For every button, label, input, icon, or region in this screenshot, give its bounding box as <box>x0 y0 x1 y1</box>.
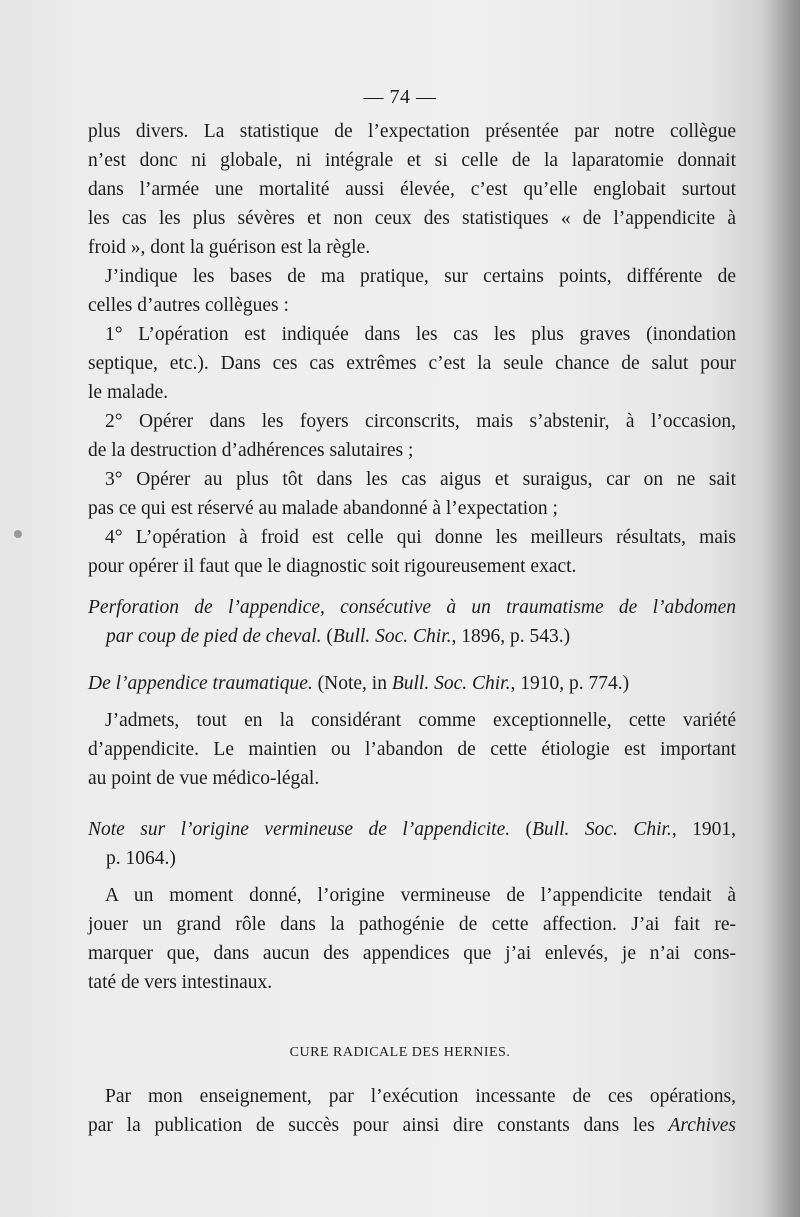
page-number: — 74 — <box>363 86 437 108</box>
text-line <box>88 1111 736 1140</box>
journal-name: Bull. Soc. Chir. <box>332 626 452 647</box>
reference-line <box>88 815 736 844</box>
reference-title: Note sur l’origine vermineuse de l’appendicite. <box>88 819 511 840</box>
text-line: plus divers. La statistique de l’expectation présentée par notre collègue <box>88 121 736 142</box>
list-item-1-line: septique, etc.). Dans ces cas extrêmes c’est la seule chance de salut pour <box>88 353 736 374</box>
list-item-3-line: pas ce qui est réservé au malade abandonné à l’expectation ; <box>88 498 558 519</box>
text-line: celles d’autres collègues : <box>88 295 289 316</box>
text-line: J’admets, tout en la considérant comme exceptionnelle, cette variété <box>105 710 736 731</box>
reference-citation: , 1896, p. 543.) <box>451 626 571 647</box>
text-line: dans l’armée une mortalité aussi élevée, c’est qu’elle englobait surtout <box>88 179 736 200</box>
text-line: d’appendicite. Le maintien ou l’abandon de cette étiologie est important <box>88 739 736 760</box>
reference-traumatique <box>88 669 736 698</box>
reference-paren: ( <box>510 819 533 840</box>
reference-title: De l’appendice traumatique. <box>88 673 313 694</box>
list-item-4-line: 4° L’opération à froid est celle qui donne les meilleurs résultats, mais <box>105 527 736 548</box>
text-line: Par mon enseignement, par l’exécution incessante de ces opérations, <box>105 1086 736 1107</box>
reference-paren: ( <box>321 626 333 647</box>
text-line: jouer un grand rôle dans la pathogénie de cette affection. J’ai fait re- <box>88 914 736 935</box>
journal-name: Archives <box>668 1115 736 1136</box>
paragraph-bases <box>88 262 736 320</box>
paragraph-vermineuse <box>88 881 736 997</box>
text-line: J’indique les bases de ma pratique, sur certains points, différente de <box>105 266 736 287</box>
paragraph-variete <box>88 706 736 793</box>
list-item-1-line: le malade. <box>88 382 169 403</box>
text-line: n’est donc ni globale, ni intégrale et si celle de la laparatomie donnait <box>88 150 736 171</box>
journal-name: Bull. Soc. Chir. <box>391 673 511 694</box>
reference-note: (Note, in <box>312 673 392 694</box>
text-line: marquer que, dans aucun des appendices que j’ai enlevés, je n’ai cons- <box>88 943 736 964</box>
reference-citation: , 1910, p. 774.) <box>510 673 630 694</box>
journal-name: Bull. Soc. Chir. <box>532 819 672 840</box>
text-line: les cas les plus sévères et non ceux des statistiques « de l’appendicite à <box>88 208 736 229</box>
reference-vermineuse <box>88 815 736 873</box>
numbered-list <box>88 320 736 581</box>
section-heading: CURE RADICALE DES HERNIES. <box>289 1045 511 1060</box>
reference-line: p. 1064.) <box>106 848 176 869</box>
text-line: A un moment donné, l’origine vermineuse de l’appendicite tendait à <box>105 885 736 906</box>
reference-perforation <box>88 593 736 651</box>
text-line: taté de vers intestinaux. <box>88 972 273 993</box>
reference-title-end: par coup de pied de cheval. <box>106 626 322 647</box>
list-item-4-line: pour opérer il faut que le diagnostic soit rigoureusement exact. <box>88 556 577 577</box>
list-item-2-line: 2° Opérer dans les foyers circonscrits, mais s’abstenir, à l’occasion, <box>105 411 736 432</box>
text-line: froid », dont la guérison est la règle. <box>88 237 371 258</box>
ink-speck <box>14 530 22 538</box>
paragraph-continuation <box>88 117 736 262</box>
reference-line <box>88 669 736 698</box>
list-item-2-line: de la destruction d’adhérences salutaires ; <box>88 440 414 461</box>
list-item-3-line: 3° Opérer au plus tôt dans les cas aigus et suraigus, car on ne sait <box>105 469 736 490</box>
text-line: au point de vue médico-légal. <box>88 768 320 789</box>
binding-shadow <box>760 0 800 1217</box>
text-segment: par la publication de succès pour ainsi dire constants dans les <box>88 1115 669 1136</box>
list-item-1-line: 1° L’opération est indiquée dans les cas les plus graves (inondation <box>105 324 736 345</box>
paragraph-hernies <box>88 1082 736 1140</box>
reference-title: Perforation de l’appendice, consécutive à un traumatisme de l’abdomen <box>88 597 736 618</box>
reference-citation: , 1901, <box>671 819 736 840</box>
reference-line <box>88 622 736 651</box>
